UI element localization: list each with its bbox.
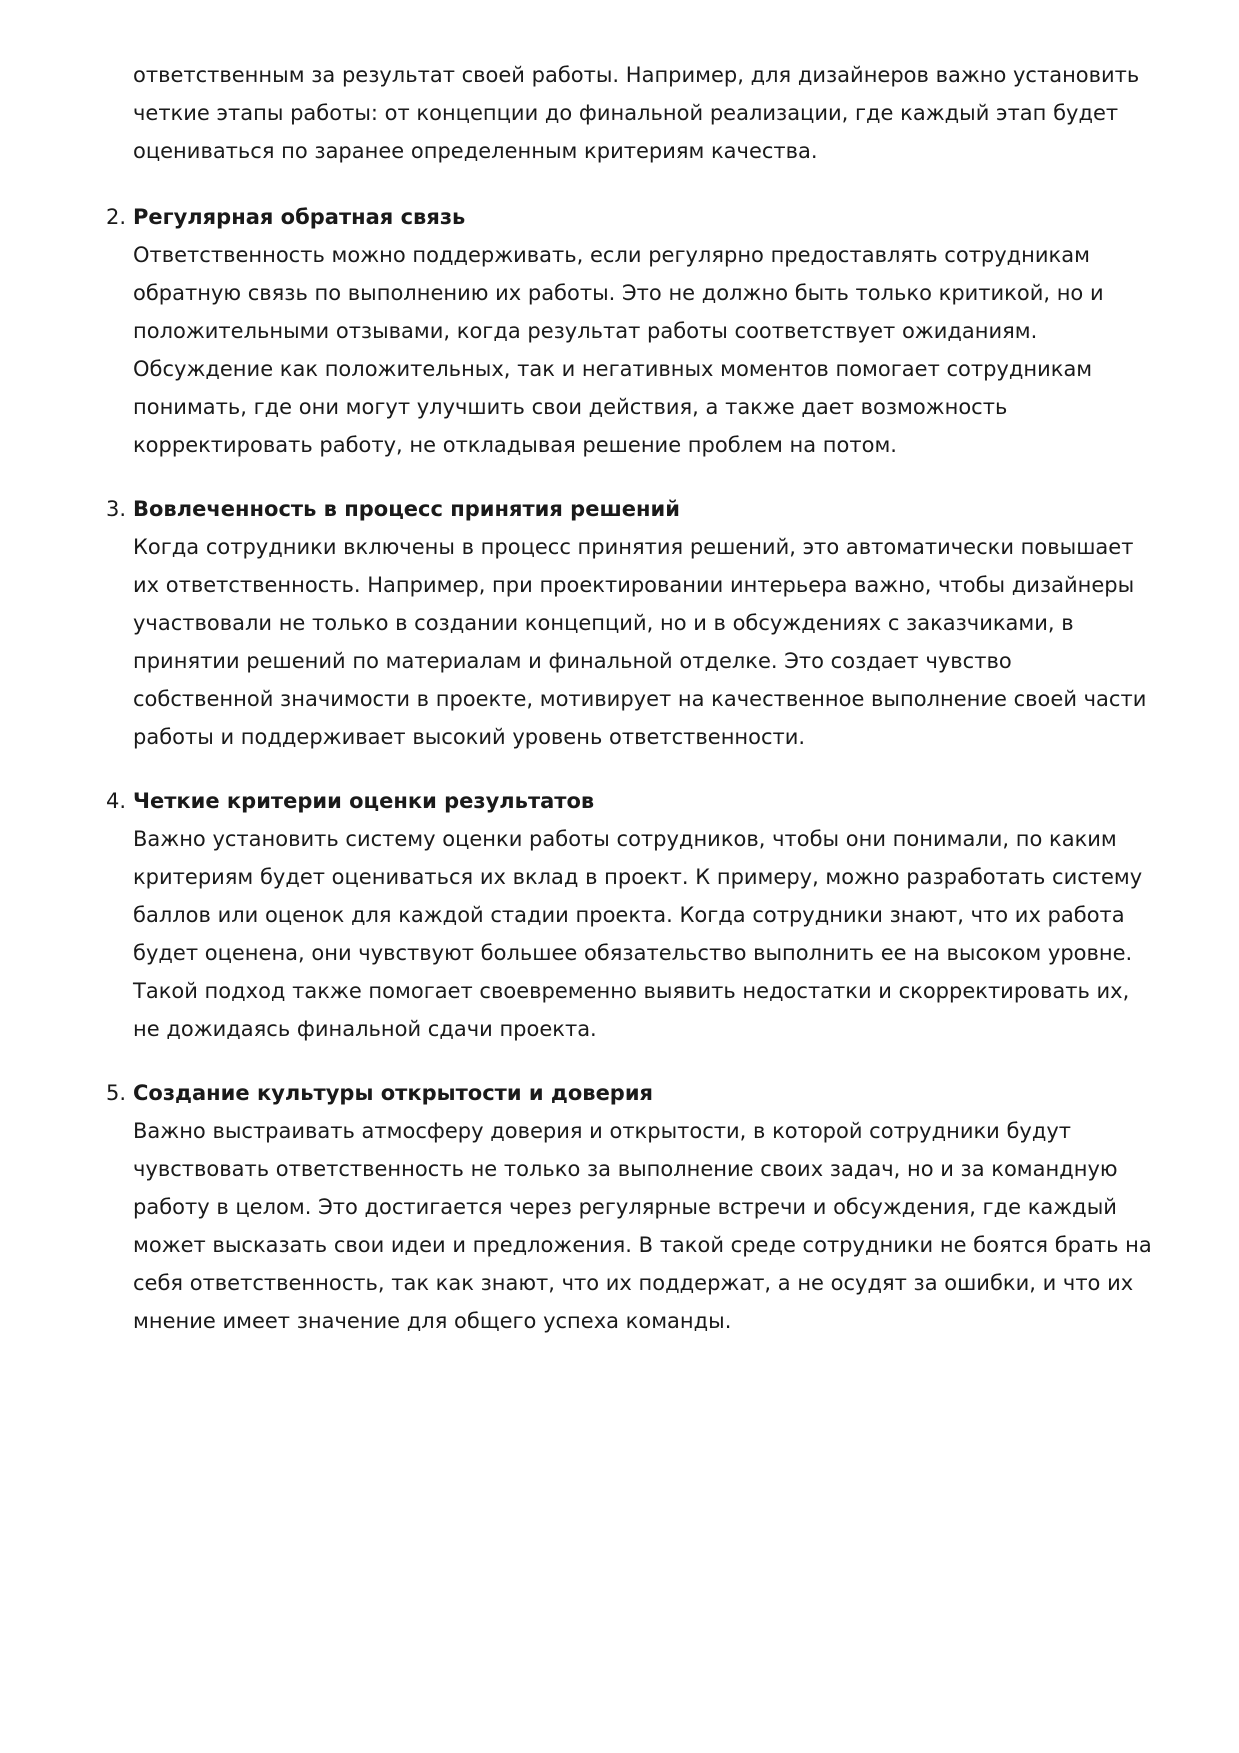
list-item-body: Когда сотрудники включены в процесс принятия решений, это автоматически повышает их ответственность. Например, при проектировании интерьера важно, чтобы дизайнеры участвовали не только в создании концепций, но и в обсуждениях с заказчиками, в принятии решений по материалам и финальной отделке. Это создает чувство собственной значимости в проекте, мотивирует на качественное выполнение своей части работы и поддерживает высокий уровень ответственности.: [133, 535, 1147, 749]
list-item-number: 5.: [106, 1081, 127, 1105]
list-item-number: 4.: [106, 789, 127, 813]
list-item-title: Создание культуры открытости и доверия: [133, 1081, 654, 1105]
list-item-body: Важно установить систему оценки работы сотрудников, чтобы они понимали, по каким критериям будет оцениваться их вклад в проект. К примеру, можно разработать систему баллов или оценок для каждой стадии проекта. Когда сотрудники знают, что их работа будет оценена, они чувствуют большее обязательство выполнить ее на высоком уровне. Такой подход также помогает своевременно выявить недостатки и скорректировать их, не дожидаясь финальной сдачи проекта.: [133, 827, 1143, 1041]
list-item-title: Четкие критерии оценки результатов: [133, 789, 595, 813]
list-item-title: Вовлеченность в процесс принятия решений: [133, 497, 680, 521]
list-item-body: Важно выстраивать атмосферу доверия и открытости, в которой сотрудники будут чувствовать ответственность не только за выполнение своих задач, но и за командную работу в целом. Это достигается через регулярные встречи и обсуждения, где каждый может высказать свои идеи и предложения. В такой среде сотрудники не боятся брать на себя ответственность, так как знают, что их поддержат, а не осудят за ошибки, и что их мнение имеет значение для общего успеха команды.: [133, 1119, 1152, 1333]
numbered-list: [106, 198, 1155, 1340]
list-item: [106, 1074, 1155, 1340]
list-item-number: 3.: [106, 497, 127, 521]
document-content: [106, 56, 1155, 1340]
list-item: [106, 198, 1155, 464]
list-item-number: 2.: [106, 205, 127, 229]
list-item: [106, 490, 1155, 756]
list-item-title: Регулярная обратная связь: [133, 205, 466, 229]
list-item: [106, 782, 1155, 1048]
list-item-body: Ответственность можно поддерживать, если регулярно предоставлять сотрудникам обратную связь по выполнению их работы. Это не должно быть только критикой, но и положительными отзывами, когда результат работы соответствует ожиданиям. Обсуждение как положительных, так и негативных моментов помогает сотрудникам понимать, где они могут улучшить свои действия, а также дает возможность корректировать работу, не откладывая решение проблем на потом.: [133, 243, 1104, 457]
continuation-paragraph: ответственным за результат своей работы. Например, для дизайнеров важно установить четкие этапы работы: от концепции до финальной реализации, где каждый этап будет оцениваться по заранее определенным критериям качества.: [133, 63, 1140, 163]
